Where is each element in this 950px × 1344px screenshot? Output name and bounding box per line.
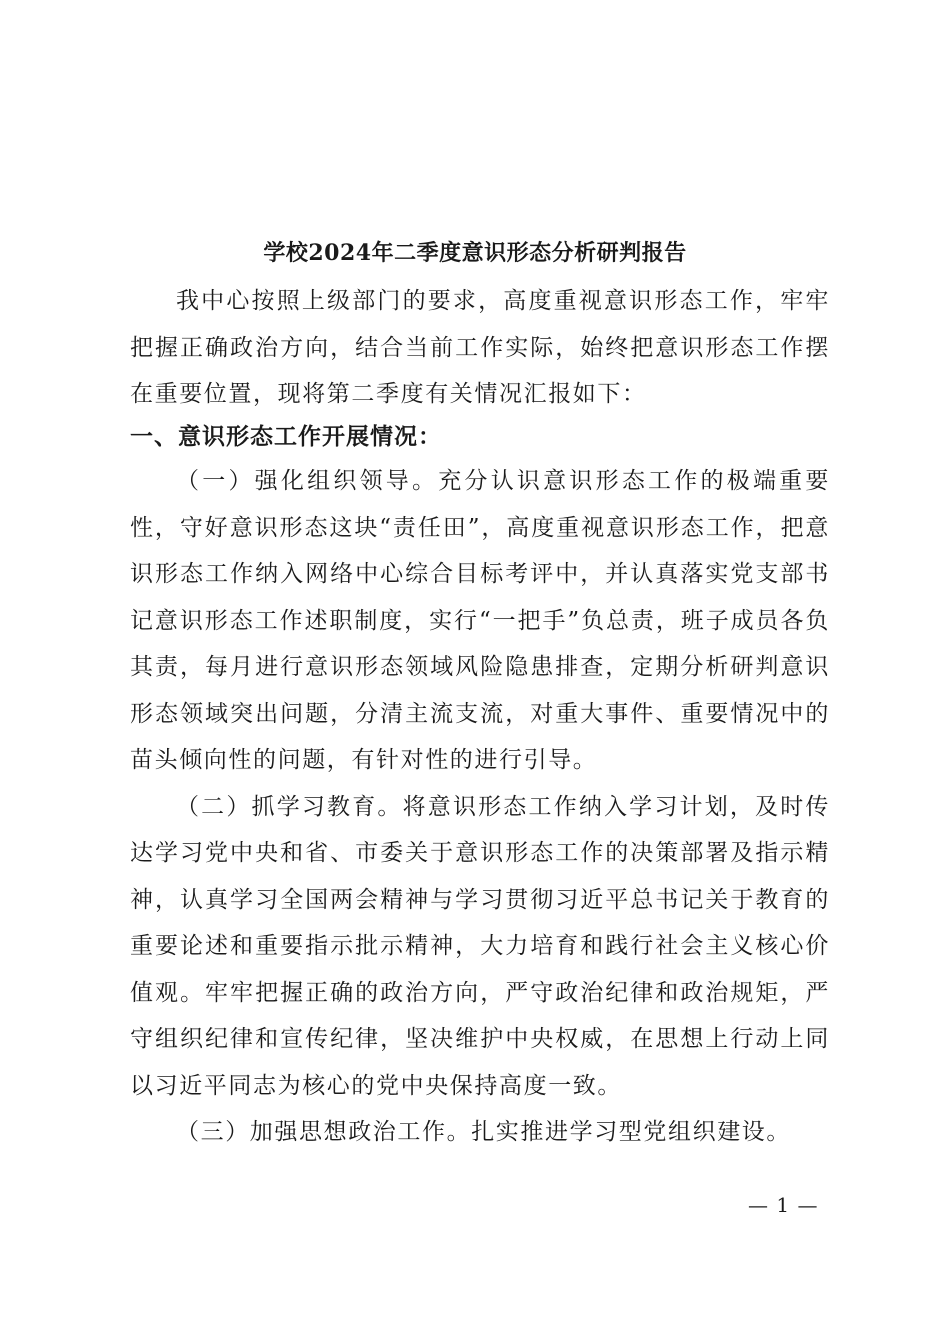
item-lead: （二）抓学习教育。 [176, 793, 403, 820]
item-paragraph [130, 784, 830, 1110]
section-heading: 一、意识形态工作开展情况： [130, 423, 442, 450]
item-paragraph [130, 1109, 830, 1156]
item-text: 充分认识意识形态工作的极端重要性，守好意识形态这块“责任田”，高度重视意识形态工作，把意识形态工作纳入网络中心综合目标考评中，并认真落实党支部书记意识形态工作述职制度，实行“一把手”负总责，班子成员各负其责，每月进行意识形态领域风险隐患排查，定期分析研判意识形态领域突出问题，分清主流支流，对重大事件、重要情况中的苗头倾向性的问题，有针对性的进行引导。 [130, 468, 830, 773]
page-number: — 1 — [748, 1193, 819, 1217]
intro-block [130, 278, 830, 418]
item-text: 扎实推进学习型党组织建设。 [471, 1119, 792, 1145]
item-text: 将意识形态工作纳入学习计划，及时传达学习党中央和省、市委关于意识形态工作的决策部署及指示精神，认真学习全国两会精神与学习贯彻习近平总书记关于教育的重要论述和重要指示批示精神，大力培育和践行社会主义核心价值观。牢牢把握正确的政治方向，严守政治纪律和政治规矩，严守组织纪律和宣传纪律，坚决维护中央权威，在思想上行动上同以习近平同志为核心的党中央保持高度一致。 [130, 793, 831, 1099]
item-lead: （一）强化组织领导。 [176, 468, 439, 494]
item-lead: （三）加强思想政治工作。 [176, 1119, 472, 1145]
intro-paragraph: 我中心按照上级部门的要求，高度重视意识形态工作，牢牢把握正确政治方向，结合当前工作实际，始终把意识形态工作摆在重要位置，现将第二季度有关情况汇报如下： [130, 288, 830, 407]
document-title: 学校2024年二季度意识形态分析研判报告 [263, 240, 687, 266]
items-block [130, 458, 830, 1156]
item-paragraph [130, 458, 830, 784]
